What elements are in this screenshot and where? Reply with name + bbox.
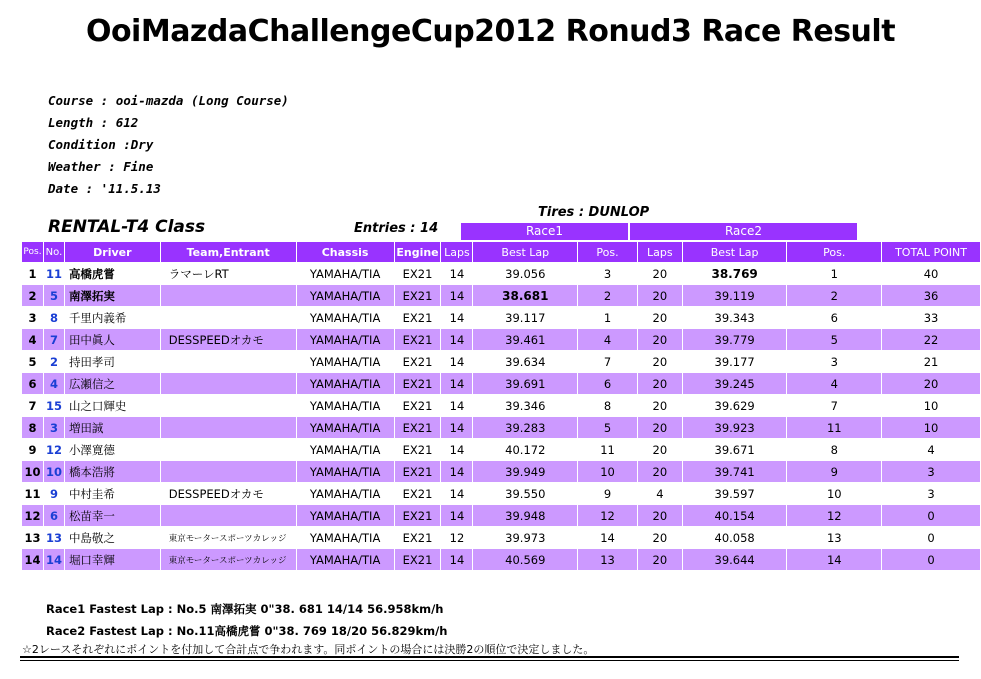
race1-best-cell: 39.691 — [473, 373, 578, 395]
col-best1: Best Lap — [473, 242, 578, 263]
footer-rule — [20, 656, 959, 658]
number-cell: 12 — [43, 439, 64, 461]
race1-laps-cell: 14 — [441, 549, 473, 571]
team-cell — [160, 395, 296, 417]
race2-laps-cell: 20 — [637, 285, 682, 307]
table-row — [22, 527, 981, 549]
results-table — [21, 241, 981, 571]
table-row — [22, 329, 981, 351]
team-cell — [160, 439, 296, 461]
results-body — [22, 263, 981, 571]
chassis-cell: YAMAHA/TIA — [296, 395, 394, 417]
race1-laps-cell: 14 — [441, 417, 473, 439]
race2-laps-cell: 20 — [637, 439, 682, 461]
race1-pos-cell: 5 — [578, 417, 638, 439]
race2-pos-cell: 4 — [787, 373, 882, 395]
engine-cell: EX21 — [394, 417, 441, 439]
race2-pos-cell: 13 — [787, 527, 882, 549]
col-no: No. — [43, 242, 64, 263]
chassis-cell: YAMAHA/TIA — [296, 417, 394, 439]
entries-label: Entries : 14 — [354, 221, 439, 236]
chassis-cell: YAMAHA/TIA — [296, 461, 394, 483]
pos-cell: 10 — [22, 461, 44, 483]
race2-pos-cell: 12 — [787, 505, 882, 527]
driver-cell: 千里内義希 — [64, 307, 160, 329]
chassis-cell: YAMAHA/TIA — [296, 329, 394, 351]
team-cell — [160, 285, 296, 307]
engine-cell: EX21 — [394, 483, 441, 505]
race1-best-cell: 39.117 — [473, 307, 578, 329]
engine-cell: EX21 — [394, 373, 441, 395]
race2-pos-cell: 14 — [787, 549, 882, 571]
pos-cell: 8 — [22, 417, 44, 439]
engine-cell: EX21 — [394, 395, 441, 417]
number-cell: 13 — [43, 527, 64, 549]
race2-header: Race2 — [630, 223, 857, 240]
race1-pos-cell: 10 — [578, 461, 638, 483]
race1-best-cell: 39.283 — [473, 417, 578, 439]
race2-best-cell: 39.629 — [682, 395, 787, 417]
race1-laps-cell: 14 — [441, 307, 473, 329]
team-cell: DESSPEEDオカモ — [160, 329, 296, 351]
race1-laps-cell: 14 — [441, 373, 473, 395]
col-pos1: Pos. — [578, 242, 638, 263]
team-cell — [160, 461, 296, 483]
driver-cell: 松苗幸一 — [64, 505, 160, 527]
race2-best-cell: 39.671 — [682, 439, 787, 461]
driver-cell: 橋本浩將 — [64, 461, 160, 483]
driver-cell: 山之口輝史 — [64, 395, 160, 417]
condition-info: Condition :Dry — [48, 137, 154, 152]
number-cell: 14 — [43, 549, 64, 571]
table-row — [22, 549, 981, 571]
race1-pos-cell: 11 — [578, 439, 638, 461]
date-info: Date : '11.5.13 — [48, 181, 161, 196]
col-laps1: Laps — [441, 242, 473, 263]
engine-cell: EX21 — [394, 329, 441, 351]
race2-best-cell: 39.119 — [682, 285, 787, 307]
col-chassis: Chassis — [296, 242, 394, 263]
race1-best-cell: 39.634 — [473, 351, 578, 373]
race1-best-cell: 40.172 — [473, 439, 578, 461]
pos-cell: 2 — [22, 285, 44, 307]
race1-best-cell: 39.948 — [473, 505, 578, 527]
race1-best-cell: 39.550 — [473, 483, 578, 505]
race2-laps-cell: 4 — [637, 483, 682, 505]
race2-laps-cell: 20 — [637, 461, 682, 483]
race2-laps-cell: 20 — [637, 395, 682, 417]
total-cell: 20 — [882, 373, 981, 395]
race1-header: Race1 — [461, 223, 628, 240]
number-cell: 3 — [43, 417, 64, 439]
table-row — [22, 439, 981, 461]
race1-laps-cell: 14 — [441, 329, 473, 351]
driver-cell: 持田孝司 — [64, 351, 160, 373]
table-row — [22, 373, 981, 395]
race1-laps-cell: 14 — [441, 263, 473, 285]
race2-laps-cell: 20 — [637, 549, 682, 571]
race1-pos-cell: 1 — [578, 307, 638, 329]
chassis-cell: YAMAHA/TIA — [296, 351, 394, 373]
page-title: OoiMazdaChallengeCup2012 Ronud3 Race Result — [85, 14, 896, 49]
pos-cell: 1 — [22, 263, 44, 285]
col-total: TOTAL POINT — [882, 242, 981, 263]
race2-best-cell: 39.597 — [682, 483, 787, 505]
team-cell: DESSPEEDオカモ — [160, 483, 296, 505]
length-info: Length : 612 — [48, 115, 139, 130]
race2-best-cell: 38.769 — [682, 263, 787, 285]
number-cell: 5 — [43, 285, 64, 307]
race1-laps-cell: 14 — [441, 483, 473, 505]
col-pos: Pos. — [22, 242, 44, 263]
driver-cell: 南澤拓実 — [64, 285, 160, 307]
race1-best-cell: 39.056 — [473, 263, 578, 285]
driver-cell: 中島敬之 — [64, 527, 160, 549]
race2-laps-cell: 20 — [637, 527, 682, 549]
chassis-cell: YAMAHA/TIA — [296, 439, 394, 461]
total-cell: 10 — [882, 395, 981, 417]
race2-laps-cell: 20 — [637, 505, 682, 527]
race2-laps-cell: 20 — [637, 263, 682, 285]
col-engine: Engine — [394, 242, 441, 263]
driver-cell: 堀口幸輝 — [64, 549, 160, 571]
number-cell: 11 — [43, 263, 64, 285]
pos-cell: 14 — [22, 549, 44, 571]
pos-cell: 7 — [22, 395, 44, 417]
race1-laps-cell: 12 — [441, 527, 473, 549]
total-cell: 36 — [882, 285, 981, 307]
number-cell: 15 — [43, 395, 64, 417]
race1-best-cell: 39.346 — [473, 395, 578, 417]
race1-fastest-lap: Race1 Fastest Lap : No.5 南澤拓実 0"38. 681 14/14 56.958km/h — [46, 602, 444, 616]
class-label: RENTAL-T4 Class — [48, 217, 206, 237]
team-cell — [160, 373, 296, 395]
table-row — [22, 483, 981, 505]
race2-best-cell: 39.741 — [682, 461, 787, 483]
table-row — [22, 351, 981, 373]
total-cell: 40 — [882, 263, 981, 285]
race1-best-cell: 39.461 — [473, 329, 578, 351]
table-row — [22, 285, 981, 307]
pos-cell: 6 — [22, 373, 44, 395]
race2-laps-cell: 20 — [637, 351, 682, 373]
number-cell: 9 — [43, 483, 64, 505]
race2-best-cell: 40.154 — [682, 505, 787, 527]
team-cell: ラマーレRT — [160, 263, 296, 285]
table-row — [22, 461, 981, 483]
team-cell — [160, 307, 296, 329]
total-cell: 33 — [882, 307, 981, 329]
chassis-cell: YAMAHA/TIA — [296, 527, 394, 549]
race2-laps-cell: 20 — [637, 417, 682, 439]
race2-best-cell: 39.343 — [682, 307, 787, 329]
engine-cell: EX21 — [394, 527, 441, 549]
chassis-cell: YAMAHA/TIA — [296, 263, 394, 285]
race2-best-cell: 40.058 — [682, 527, 787, 549]
pos-cell: 3 — [22, 307, 44, 329]
race2-pos-cell: 5 — [787, 329, 882, 351]
race2-pos-cell: 8 — [787, 439, 882, 461]
chassis-cell: YAMAHA/TIA — [296, 483, 394, 505]
race2-best-cell: 39.644 — [682, 549, 787, 571]
pos-cell: 11 — [22, 483, 44, 505]
race1-pos-cell: 4 — [578, 329, 638, 351]
pos-cell: 5 — [22, 351, 44, 373]
pos-cell: 4 — [22, 329, 44, 351]
race1-laps-cell: 14 — [441, 439, 473, 461]
number-cell: 7 — [43, 329, 64, 351]
driver-cell: 中村圭希 — [64, 483, 160, 505]
race1-pos-cell: 8 — [578, 395, 638, 417]
scoring-note: ☆2レースそれぞれにポイントを付加して合計点で争われます。同ポイントの場合には決勝2の順位で決定しました。 — [22, 643, 595, 656]
race2-pos-cell: 1 — [787, 263, 882, 285]
chassis-cell: YAMAHA/TIA — [296, 285, 394, 307]
race1-pos-cell: 7 — [578, 351, 638, 373]
race-info — [48, 90, 289, 200]
race1-laps-cell: 14 — [441, 461, 473, 483]
table-row — [22, 395, 981, 417]
race1-best-cell: 38.681 — [473, 285, 578, 307]
race2-best-cell: 39.177 — [682, 351, 787, 373]
race1-pos-cell: 6 — [578, 373, 638, 395]
race1-pos-cell: 14 — [578, 527, 638, 549]
number-cell: 8 — [43, 307, 64, 329]
race1-laps-cell: 14 — [441, 351, 473, 373]
col-pos2: Pos. — [787, 242, 882, 263]
race1-pos-cell: 12 — [578, 505, 638, 527]
engine-cell: EX21 — [394, 505, 441, 527]
number-cell: 10 — [43, 461, 64, 483]
number-cell: 6 — [43, 505, 64, 527]
engine-cell: EX21 — [394, 549, 441, 571]
race1-best-cell: 39.973 — [473, 527, 578, 549]
team-cell: 東京モータースポーツカレッジ — [160, 549, 296, 571]
team-cell: 東京モータースポーツカレッジ — [160, 527, 296, 549]
table-row — [22, 417, 981, 439]
total-cell: 10 — [882, 417, 981, 439]
race2-pos-cell: 11 — [787, 417, 882, 439]
engine-cell: EX21 — [394, 263, 441, 285]
engine-cell: EX21 — [394, 461, 441, 483]
race1-pos-cell: 2 — [578, 285, 638, 307]
number-cell: 4 — [43, 373, 64, 395]
race1-pos-cell: 13 — [578, 549, 638, 571]
pos-cell: 13 — [22, 527, 44, 549]
chassis-cell: YAMAHA/TIA — [296, 505, 394, 527]
team-cell — [160, 351, 296, 373]
race2-pos-cell: 9 — [787, 461, 882, 483]
driver-cell: 増田誠 — [64, 417, 160, 439]
table-row — [22, 307, 981, 329]
table-row — [22, 505, 981, 527]
table-row — [22, 263, 981, 285]
race2-laps-cell: 20 — [637, 307, 682, 329]
race2-pos-cell: 2 — [787, 285, 882, 307]
race2-best-cell: 39.245 — [682, 373, 787, 395]
race1-pos-cell: 9 — [578, 483, 638, 505]
header-row — [22, 242, 981, 263]
engine-cell: EX21 — [394, 351, 441, 373]
team-cell — [160, 417, 296, 439]
total-cell: 0 — [882, 505, 981, 527]
col-team: Team,Entrant — [160, 242, 296, 263]
tires-label: Tires : DUNLOP — [538, 205, 650, 220]
total-cell: 3 — [882, 461, 981, 483]
total-cell: 21 — [882, 351, 981, 373]
driver-cell: 小澤寛德 — [64, 439, 160, 461]
chassis-cell: YAMAHA/TIA — [296, 307, 394, 329]
pos-cell: 12 — [22, 505, 44, 527]
chassis-cell: YAMAHA/TIA — [296, 549, 394, 571]
driver-cell: 高橋虎嘗 — [64, 263, 160, 285]
race2-fastest-lap: Race2 Fastest Lap : No.11高橋虎嘗 0"38. 769 18/20 56.829km/h — [46, 624, 448, 638]
race2-laps-cell: 20 — [637, 373, 682, 395]
total-cell: 3 — [882, 483, 981, 505]
total-cell: 22 — [882, 329, 981, 351]
driver-cell: 広瀬信之 — [64, 373, 160, 395]
race2-best-cell: 39.779 — [682, 329, 787, 351]
race1-best-cell: 39.949 — [473, 461, 578, 483]
footer-rule-thin — [20, 660, 959, 661]
driver-cell: 田中眞人 — [64, 329, 160, 351]
race2-pos-cell: 6 — [787, 307, 882, 329]
col-driver: Driver — [64, 242, 160, 263]
col-laps2: Laps — [637, 242, 682, 263]
number-cell: 2 — [43, 351, 64, 373]
col-best2: Best Lap — [682, 242, 787, 263]
total-cell: 4 — [882, 439, 981, 461]
engine-cell: EX21 — [394, 307, 441, 329]
race1-best-cell: 40.569 — [473, 549, 578, 571]
weather-info: Weather : Fine — [48, 159, 154, 174]
race2-pos-cell: 10 — [787, 483, 882, 505]
race1-laps-cell: 14 — [441, 395, 473, 417]
pos-cell: 9 — [22, 439, 44, 461]
team-cell — [160, 505, 296, 527]
total-cell: 0 — [882, 527, 981, 549]
race1-laps-cell: 14 — [441, 505, 473, 527]
race2-laps-cell: 20 — [637, 329, 682, 351]
race2-pos-cell: 3 — [787, 351, 882, 373]
chassis-cell: YAMAHA/TIA — [296, 373, 394, 395]
total-cell: 0 — [882, 549, 981, 571]
race1-laps-cell: 14 — [441, 285, 473, 307]
engine-cell: EX21 — [394, 439, 441, 461]
race2-pos-cell: 7 — [787, 395, 882, 417]
race2-best-cell: 39.923 — [682, 417, 787, 439]
engine-cell: EX21 — [394, 285, 441, 307]
race1-pos-cell: 3 — [578, 263, 638, 285]
course-info: Course : ooi-mazda (Long Course) — [48, 93, 289, 108]
